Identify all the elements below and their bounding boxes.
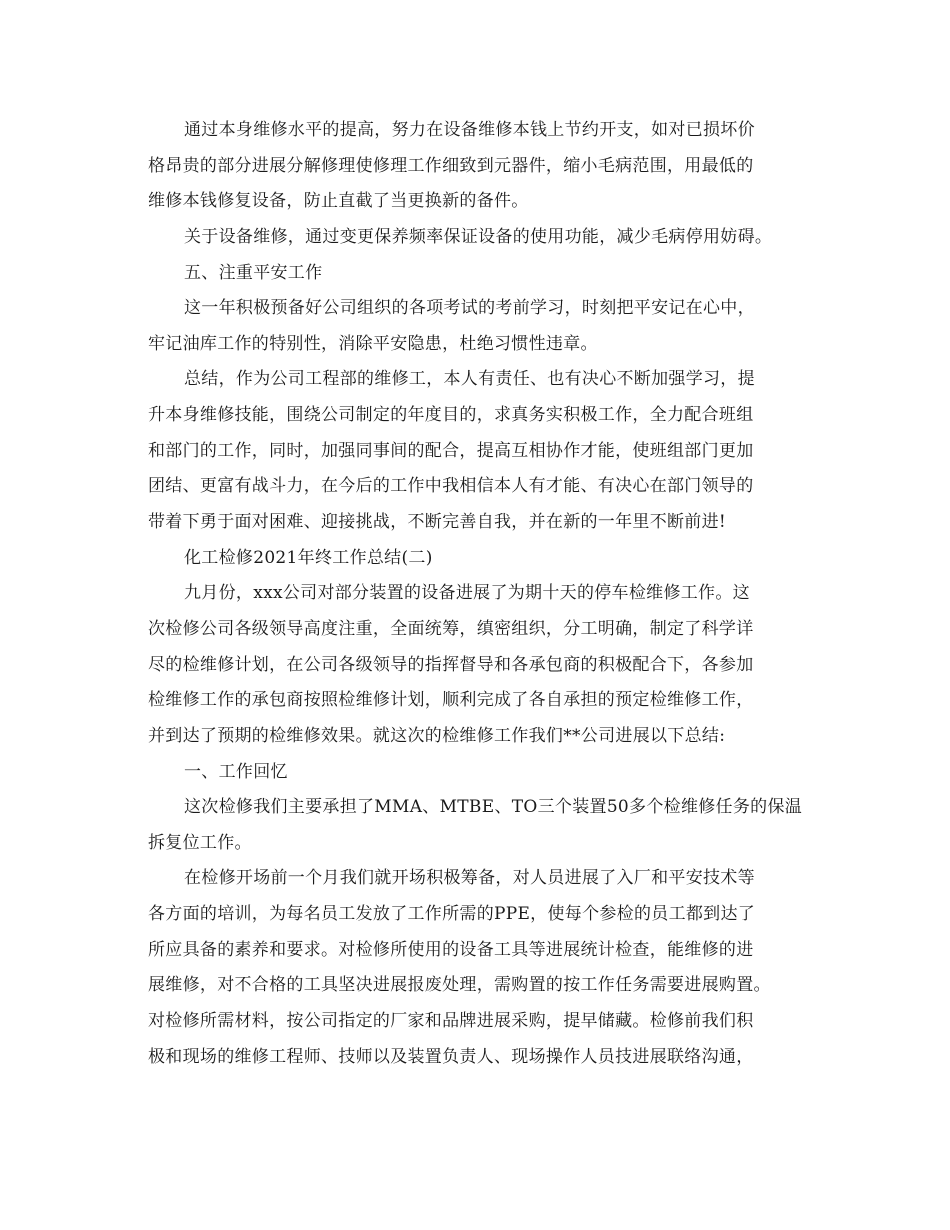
text-line: 团结、更富有战斗力，在今后的工作中我相信本人有才能、有决心在部门领导的 (148, 476, 754, 497)
text-line: 拆复位工作。 (148, 832, 252, 853)
text-line: 对检修所需材料，按公司指定的厂家和品牌进展采购，提早储藏。检修前我们积 (148, 1011, 754, 1032)
text-line: 展维修，对不合格的工具坚决进展报废处理，需购置的按工作任务需要进展购置。 (148, 975, 771, 996)
text-line: 检维修工作的承包商按照检维修计划，顺利完成了各自承担的预定检维修工作， (148, 690, 754, 711)
text-line: 一、工作回忆 (184, 761, 288, 782)
text-line: 九月份，xxx公司对部分装置的设备进展了为期十天的停车检维修工作。这 (184, 583, 750, 604)
text-line: 带着下勇于面对困难、迎接挑战，不断完善自我，并在新的一年里不断前进! (148, 512, 727, 533)
text-line: 并到达了预期的检维修效果。就这次的检维修工作我们**公司进展以下总结: (148, 725, 726, 746)
text-line: 总结，作为公司工程部的维修工，本人有责任、也有决心不断加强学习，提 (184, 369, 755, 390)
text-line: 通过本身维修水平的提高，努力在设备维修本钱上节约开支，如对已损坏价 (184, 120, 755, 140)
text-line: 关于设备维修，通过变更保养频率保证设备的使用功能，减少毛病停用妨碍。 (184, 226, 773, 247)
text-line: 和部门的工作，同时，加强同事间的配合，提高互相协作才能，使班组部门更加 (148, 440, 754, 461)
text-line: 这次检修我们主要承担了MMA、MTBE、TO三个装置50多个检维修任务的保温 (184, 797, 803, 818)
text-line: 升本身维修技能，围绕公司制定的年度目的，求真务实积极工作，全力配合班组 (148, 405, 754, 426)
text-line: 这一年积极预备好公司组织的各项考试的考前学习，时刻把平安记在心中， (184, 298, 755, 319)
text-line: 在检修开场前一个月我们就开场积极筹备，对人员进展了入厂和平安技术等 (184, 868, 755, 889)
document-body (148, 113, 808, 1075)
text-line: 次检修公司各级领导高度注重，全面统筹，缜密组织，分工明确，制定了科学详 (148, 618, 754, 639)
text-line: 牢记油库工作的特别性，消除平安隐患，杜绝习惯性违章。 (148, 333, 598, 354)
text-line: 各方面的培训，为每名员工发放了工作所需的PPE，使每个参检的员工都到达了 (148, 904, 756, 925)
text-line: 格昂贵的部分进展分解修理使修理工作细致到元器件，缩小毛病范围，用最低的 (148, 155, 754, 176)
text-line: 所应具备的素养和要求。对检修所使用的设备工具等进展统计检查，能维修的进 (148, 939, 754, 960)
text-line: 极和现场的维修工程师、技师以及装置负责人、现场操作人员技进展联络沟通， (148, 1046, 754, 1067)
text-line: 尽的检维修计划，在公司各级领导的指挥督导和各承包商的积极配合下，各参加 (148, 654, 754, 675)
text-line: 五、注重平安工作 (184, 262, 323, 283)
text-line: 维修本钱修复设备，防止直截了当更换新的备件。 (148, 191, 529, 212)
text-line: 化工检修2021年终工作总结(二) (184, 547, 433, 568)
